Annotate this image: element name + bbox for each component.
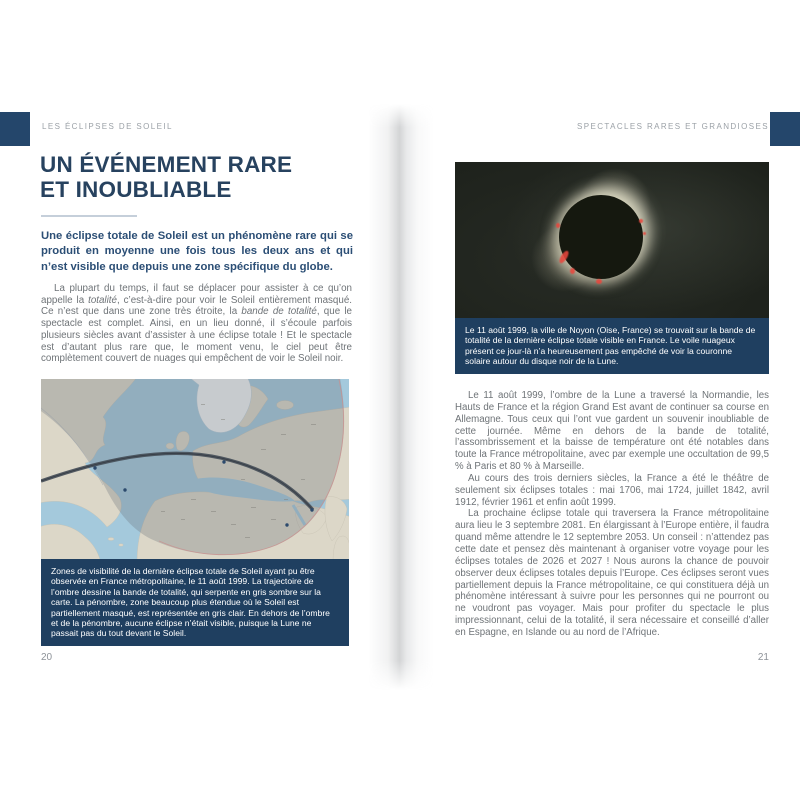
map-caption: Zones de visibilité de la dernière éclipse totale de Soleil ayant pu être observée en France métropolitaine, le 11 août 1999. La trajectoire de l’ombre dessine la bande de totalité, qui serpente en gris sombre sur la carte. La pénombre, zone beaucoup plus étendue où le Soleil est partiellement masqué, est représentée en gris clair. En dehors de l’ombre et de la pénombre, aucune éclipse n’était visible, puisque la Lune ne passait pas du tout devant le Soleil. xyxy=(41,559,349,646)
right-paragraph-2: Au cours des trois derniers siècles, la France a été le théâtre de seulement six éclipses totales : mai 1706, mai 1724, juillet 1842, avril 1912, février 1961 et enfin août 1999. xyxy=(455,472,769,508)
italic-term-bande-de-totalite: bande de totalité xyxy=(241,306,317,318)
running-header-left: LES ÉCLIPSES DE SOLEIL xyxy=(42,122,173,131)
left-body-text xyxy=(41,283,352,365)
left-paragraph-run: , que le spectacle est complet. Ainsi, en un lieu donné, il s’écoule parfois plusieurs siècles avant d’assister à une éclipse totale ! Et le spectacle est d’autant plus rare que, le moment venu, le ciel peut être complètement couvert de nuages qui empêchent de voir le Soleil noir. xyxy=(41,306,352,365)
italic-term-totalite: totalité xyxy=(88,294,117,306)
solar-prominence xyxy=(643,232,646,235)
chapter-tab-right xyxy=(770,112,800,146)
page-title-line2: ET INOUBLIABLE xyxy=(40,176,232,202)
solar-prominence xyxy=(556,223,560,228)
moon-disk xyxy=(559,195,643,279)
page-number-right: 21 xyxy=(757,652,769,663)
chapter-tab-left xyxy=(0,112,30,146)
right-paragraph-1: Le 11 août 1999, l’ombre de la Lune a traversé la Normandie, les Hauts de France et la région Grand Est avant de continuer sa course en Allemagne. Tous ceux qui l’ont vue gardent un souvenir inoubliable de cette journée. Même en dehors de la bande de totalité, l’assombrissement et la baisse de température ont été notables dans toute la France métropolitaine, avec par exemple une occultation de 99,5 % à Paris et 80 % à Marseille. xyxy=(455,390,769,473)
left-paragraph-run: , c’est-à-dire pour voir le Soleil entièrement masqué. Ce n’est que dans une zone très étroite, la xyxy=(41,294,352,318)
solar-prominence xyxy=(570,268,575,274)
page-title xyxy=(40,153,370,202)
title-underline xyxy=(41,215,137,217)
page-number-left: 20 xyxy=(41,652,53,663)
left-paragraph xyxy=(41,283,352,365)
intro-paragraph: Une éclipse totale de Soleil est un phénomène rare qui se produit en moyenne une fois tous les deux ans et qui n’est visible que depuis une zone spécifique du globe. xyxy=(41,230,353,273)
photo-caption: Le 11 août 1999, la ville de Noyon (Oise, France) se trouvait sur la bande de totalité de la dernière éclipse totale visible en France. Le voile nuageux présent ce jour-là n’a heureusement pas empêché de voir la couronne solaire autour du disque noir de la Lune. xyxy=(455,318,769,374)
page-gutter-shadow xyxy=(368,104,434,690)
running-header-right: SPECTACLES RARES ET GRANDIOSES xyxy=(577,122,769,131)
solar-prominence xyxy=(596,279,602,284)
page-title-line1: UN ÉVÉNEMENT RARE xyxy=(40,152,293,177)
right-body-text xyxy=(455,390,769,639)
eclipse-photo xyxy=(455,162,769,318)
solar-prominence xyxy=(639,219,643,223)
left-paragraph-run: La plupart du temps, il faut se déplacer pour assister à ce qu’on appelle la xyxy=(41,283,352,306)
right-paragraph-3: La prochaine éclipse totale qui traversera la France métropolitaine aura lieu le 3 septembre 2081. En élargissant à l’Europe entière, il faudra quand même attendre le 12 septembre 2053. Un conseil : n’attendez pas cette date et pensez dès maintenant à organiser votre voyage pour les éclipses totales de 2026 et 2027 ! Nous aurons la chance de pouvoir observer deux éclipses totales depuis l’Europe. Ces éclipses seront vues partiellement depuis la France métropolitaine, ce qui constituera déjà un phénomène intéressant à suivre pour les personnes qui ne pourront ou ne voudront pas voyager. Mais pour profiter du spectacle le plus impressionnant, celui de la totalité, il sera nécessaire et conseillé d’aller en Espagne, en Islande ou au nord de l’Afrique. xyxy=(455,508,769,638)
eclipse-visibility-map xyxy=(41,379,349,559)
